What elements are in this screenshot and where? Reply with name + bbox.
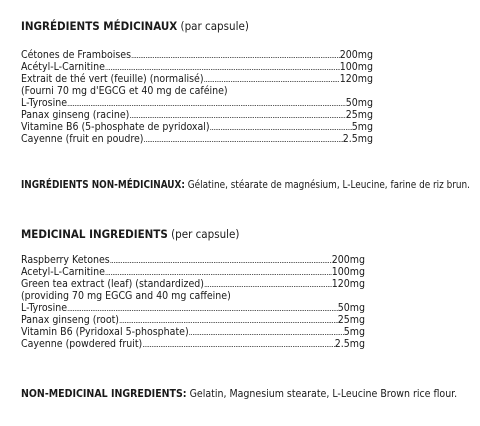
ingredient-name: Vitamine B6 (5-phosphate de pyridoxal) — [21, 121, 210, 133]
en-row-b6 — [21, 327, 365, 338]
en-nonmedicinal — [21, 387, 457, 401]
ingredient-amount: 200mg — [339, 49, 373, 61]
leader-dots — [67, 98, 346, 109]
en-nonmed-text: Gelatin, Magnesium stearate, L-Leucine Brown rice flour. — [189, 388, 458, 400]
ingredient-amount: 5mg — [343, 326, 365, 338]
ingredient-name: Vitamin B6 (Pyridoxal 5-phosphate) — [21, 326, 189, 338]
ingredient-amount: 2.5mg — [342, 133, 373, 145]
fr-row-greentea — [21, 74, 373, 85]
leader-dots — [142, 339, 335, 350]
en-row-raspberry — [21, 255, 365, 266]
en-row-greentea — [21, 279, 365, 290]
en-heading-sub: (per capsule) — [171, 227, 240, 241]
leader-dots — [131, 50, 340, 61]
ingredient-amount: 25mg — [345, 109, 373, 121]
fr-nonmed-label: INGRÉDIENTS NON-MÉDICINAUX: — [21, 179, 185, 191]
ingredient-name: Extrait de thé vert (feuille) (normalisé) — [21, 73, 204, 85]
ingredient-name: Cayenne (fruit en poudre) — [21, 133, 144, 145]
ingredient-amount: 120mg — [339, 73, 373, 85]
ingredient-name: L-Tyrosine — [21, 302, 68, 314]
ingredient-amount: 120mg — [331, 278, 365, 290]
ingredient-name: L-Tyrosine — [21, 97, 68, 109]
en-note: (providing 70 mg EGCG and 40 mg caffeine) — [21, 290, 231, 302]
fr-heading — [21, 19, 249, 33]
fr-row-acetyl — [21, 62, 373, 73]
fr-row-cayenne — [21, 134, 373, 145]
ingredient-name: Panax ginseng (racine) — [21, 109, 130, 121]
en-heading-title: MEDICINAL INGREDIENTS — [21, 227, 168, 241]
fr-nonmedicinal — [21, 178, 470, 192]
fr-heading-title: INGRÉDIENTS MÉDICINAUX — [21, 19, 178, 33]
ingredient-name: Cétones de Framboises — [21, 49, 132, 61]
ingredient-name: Cayenne (powdered fruit) — [21, 338, 143, 350]
leader-dots — [204, 74, 340, 85]
fr-heading-sub: (par capsule) — [180, 19, 249, 33]
leader-dots — [110, 255, 332, 266]
fr-note: (Fourni 70 mg d'EGCG et 40 mg de caféine) — [21, 85, 228, 97]
ingredient-amount: 50mg — [337, 302, 365, 314]
ingredient-name: Acetyl-L-Carnitine — [21, 266, 105, 278]
leader-dots — [210, 122, 352, 133]
leader-dots — [189, 327, 344, 338]
leader-dots — [119, 315, 338, 326]
ingredient-amount: 5mg — [351, 121, 373, 133]
en-row-ginseng — [21, 315, 365, 326]
leader-dots — [204, 279, 332, 290]
ingredient-name: Acétyl-L-Carnitine — [21, 61, 105, 73]
ingredient-amount: 200mg — [331, 254, 365, 266]
en-row-cayenne — [21, 339, 365, 350]
en-row-tyrosine — [21, 303, 365, 314]
ingredient-amount: 100mg — [339, 61, 373, 73]
ingredient-amount: 50mg — [345, 97, 373, 109]
ingredient-name: Panax ginseng (root) — [21, 314, 119, 326]
fr-row-raspberry — [21, 50, 373, 61]
en-row-acetyl — [21, 267, 365, 278]
en-heading — [21, 227, 239, 241]
en-nonmed-label: NON-MEDICINAL INGREDIENTS: — [21, 388, 187, 400]
leader-dots — [67, 303, 338, 314]
leader-dots — [105, 267, 332, 278]
ingredient-name: Green tea extract (leaf) (standardized) — [21, 278, 204, 290]
fr-row-tyrosine — [21, 98, 373, 109]
ingredient-amount: 100mg — [331, 266, 365, 278]
ingredient-amount: 2.5mg — [334, 338, 365, 350]
leader-dots — [105, 62, 340, 73]
leader-dots — [129, 110, 345, 121]
fr-nonmed-text: Gélatine, stéarate de magnésium, L-Leucine, farine de riz brun. — [187, 179, 471, 191]
leader-dots — [144, 134, 343, 145]
ingredient-name: Raspberry Ketones — [21, 254, 110, 266]
ingredient-amount: 25mg — [337, 314, 365, 326]
fr-row-b6 — [21, 122, 373, 133]
fr-row-ginseng — [21, 110, 373, 121]
